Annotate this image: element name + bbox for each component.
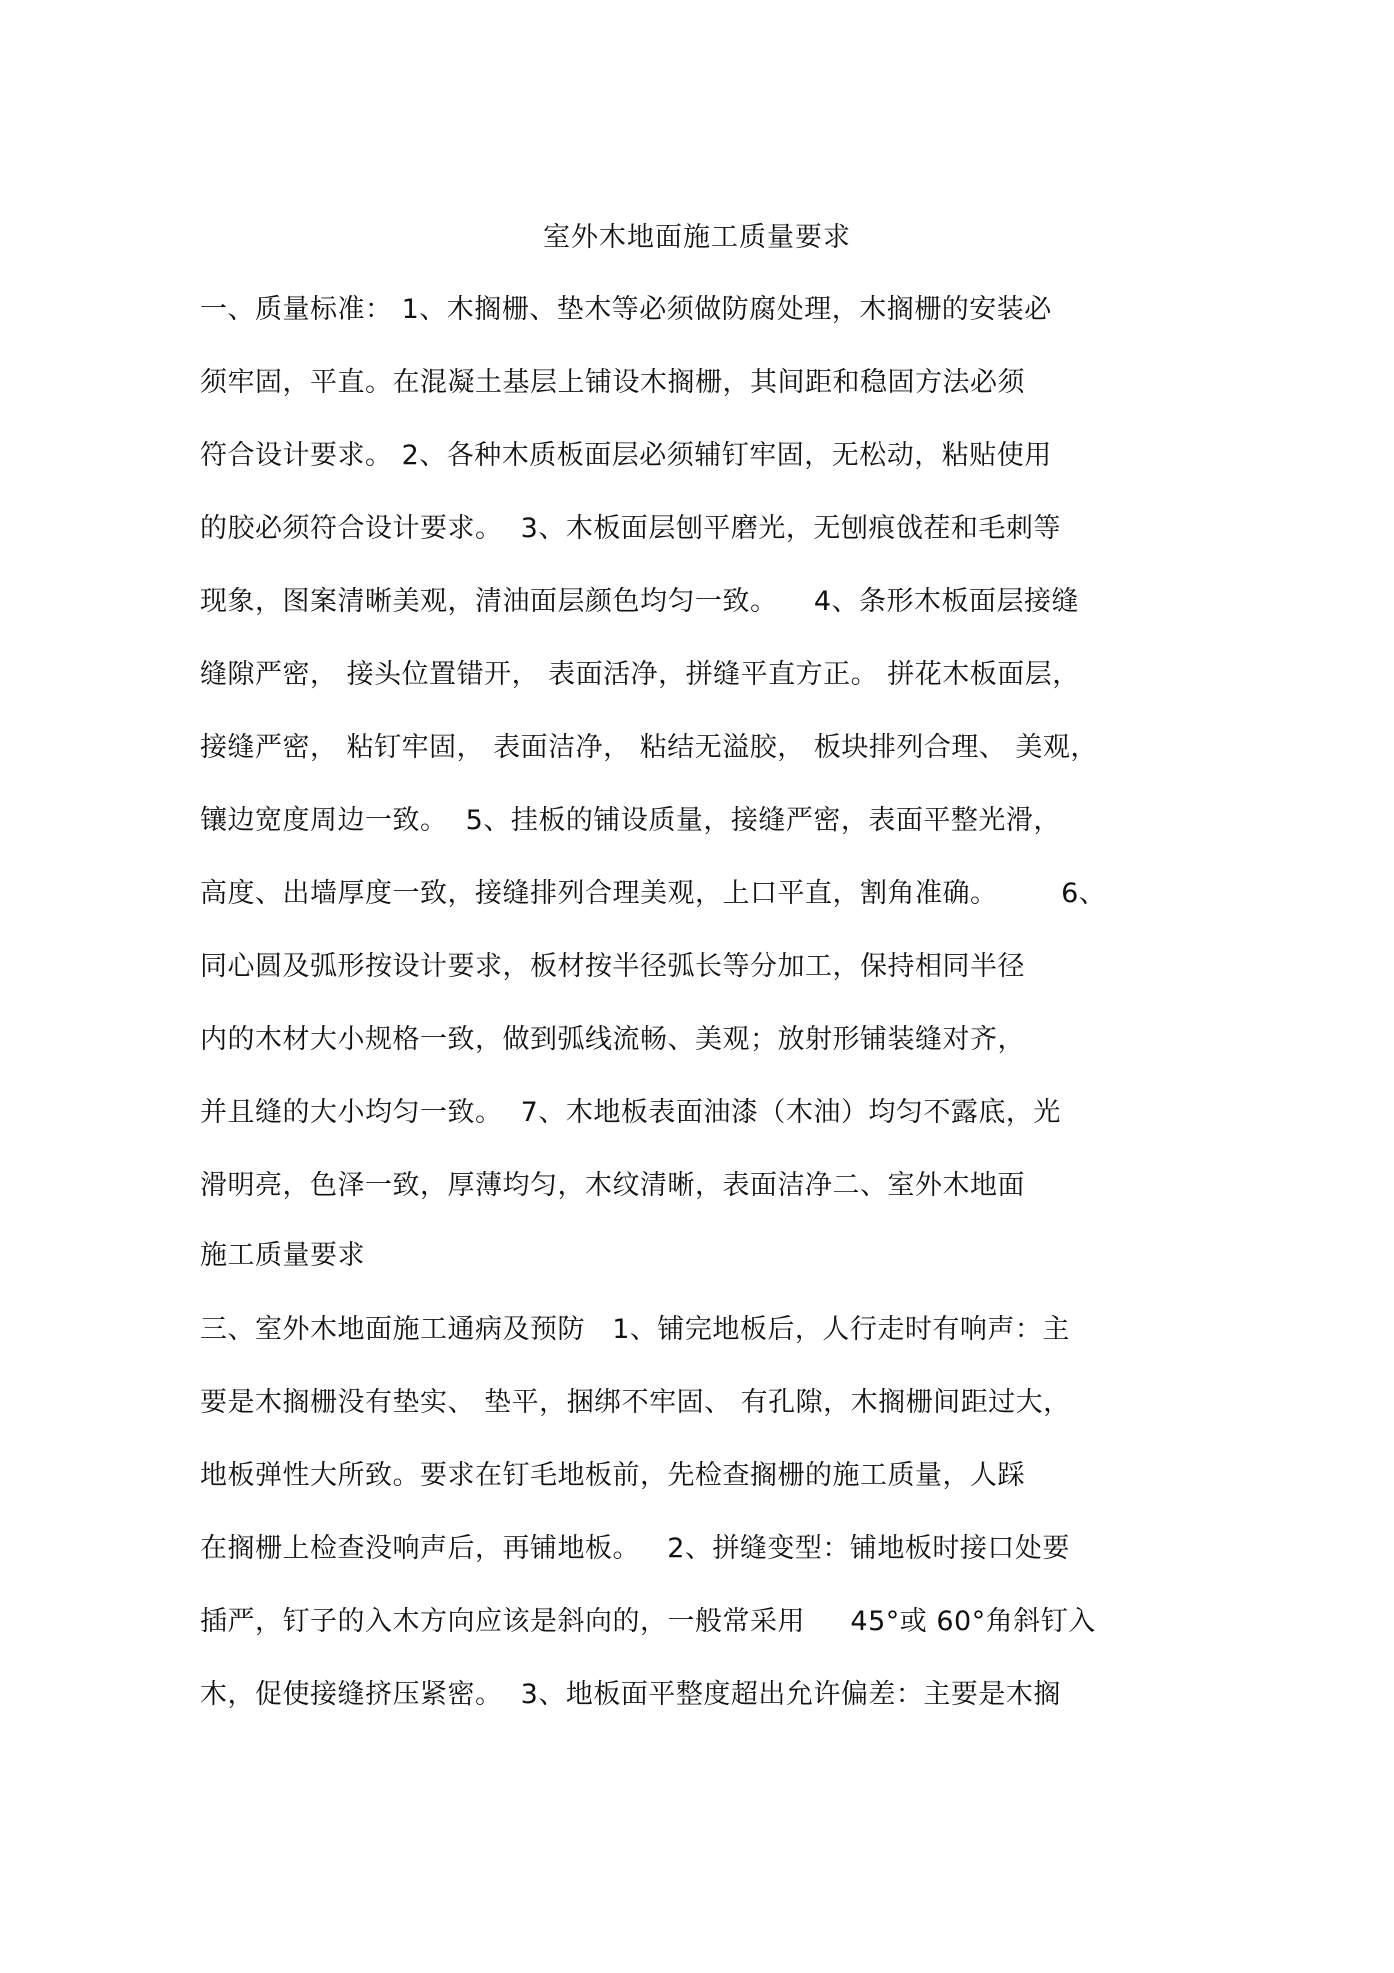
text-line: 接缝严密， 粘钉牢固， 表面洁净， 粘结无溢胶， 板块排列合理、 美观，: [200, 732, 1098, 763]
text-line: 高度、出墙厚度一致，接缝排列合理美观，上口平直，割角准确。 6、: [200, 878, 1107, 909]
text-line: 滑明亮，色泽一致，厚薄均匀，木纹清晰，表面洁净二、室外木地面: [200, 1170, 1025, 1201]
text-line: 要是木搁栅没有垫实、 垫平，捆绑不牢固、 有孔隙，木搁栅间距过大，: [200, 1387, 1071, 1418]
text-line: 的胶必须符合设计要求。 3、木板面层刨平磨光，无刨痕戗茬和毛刺等: [200, 513, 1061, 544]
text-line: 木，促使接缝挤压紧密。 3、地板面平整度超出允许偏差：主要是木搁: [200, 1679, 1061, 1710]
text-line: 并且缝的大小均匀一致。 7、木地板表面油漆（木油）均匀不露底，光: [200, 1097, 1061, 1128]
text-line: 在搁栅上检查没响声后，再铺地板。 2、拼缝变型：铺地板时接口处要: [200, 1533, 1070, 1564]
text-line: 施工质量要求: [200, 1240, 365, 1271]
text-line: 三、室外木地面施工通病及预防 1、铺完地板后，人行走时有响声：主: [200, 1314, 1070, 1345]
text-line: 缝隙严密， 接头位置错开， 表面活净，拼缝平直方正。 拼花木板面层，: [200, 659, 1080, 690]
text-line: 现象，图案清晰美观，清油面层颜色均匀一致。 4、条形木板面层接缝: [200, 586, 1080, 617]
text-line: 内的木材大小规格一致，做到弧线流畅、美观；放射形铺装缝对齐，: [200, 1024, 1025, 1055]
text-line: 符合设计要求。 2、各种木质板面层必须辅钉牢固，无松动，粘贴使用: [200, 440, 1052, 471]
text-line: 须牢固，平直。在混凝土基层上铺设木搁栅，其间距和稳固方法必须: [200, 367, 1025, 398]
text-line: 镶边宽度周边一致。 5、挂板的铺设质量，接缝严密，表面平整光滑，: [200, 805, 1061, 836]
text-line: 一、质量标准： 1、木搁栅、垫木等必须做防腐处理，木搁栅的安装必: [200, 294, 1052, 325]
text-line: 插严，钉子的入木方向应该是斜向的，一般常采用 45°或 60°角斜钉入: [200, 1606, 1096, 1637]
text-line: 同心圆及弧形按设计要求，板材按半径弧长等分加工，保持相同半径: [200, 951, 1025, 982]
document-title: 室外木地面施工质量要求: [543, 222, 851, 253]
text-line: 地板弹性大所致。要求在钉毛地板前，先检查搁栅的施工质量，人踩: [200, 1460, 1025, 1491]
